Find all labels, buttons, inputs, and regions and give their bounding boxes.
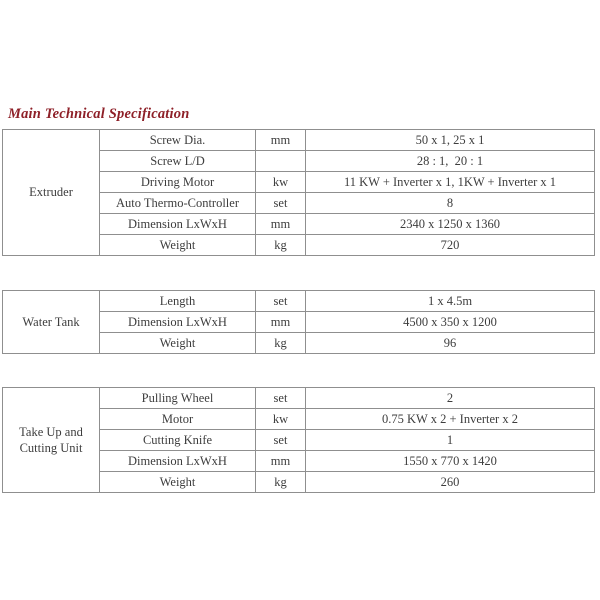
value-cell: 11 KW + Inverter x 1, 1KW + Inverter x 1 (306, 172, 595, 193)
item-name-cell: Screw L/D (100, 151, 256, 172)
item-name-cell: Weight (100, 333, 256, 354)
unit-cell: mm (256, 214, 306, 235)
value-cell: 1550 x 770 x 1420 (306, 451, 595, 472)
table-row (3, 130, 595, 151)
value-cell: 4500 x 350 x 1200 (306, 312, 595, 333)
item-name-cell: Screw Dia. (100, 130, 256, 151)
unit-cell: kw (256, 172, 306, 193)
item-name-cell: Dimension LxWxH (100, 312, 256, 333)
table-row (3, 388, 595, 409)
unit-cell: mm (256, 312, 306, 333)
unit-cell: mm (256, 451, 306, 472)
item-name-cell: Pulling Wheel (100, 388, 256, 409)
unit-cell: kg (256, 235, 306, 256)
unit-cell: kg (256, 472, 306, 493)
page-title: Main Technical Specification (8, 106, 190, 122)
item-name-cell: Dimension LxWxH (100, 214, 256, 235)
item-name-cell: Motor (100, 409, 256, 430)
item-name-cell: Weight (100, 472, 256, 493)
unit-cell: mm (256, 130, 306, 151)
spec-table-water-tank (2, 290, 595, 354)
item-name-cell: Driving Motor (100, 172, 256, 193)
item-name-cell: Dimension LxWxH (100, 451, 256, 472)
unit-cell (256, 151, 306, 172)
unit-cell: set (256, 430, 306, 451)
item-name-cell: Weight (100, 235, 256, 256)
group-name-cell: Take Up and Cutting Unit (3, 388, 100, 493)
unit-cell: set (256, 291, 306, 312)
group-name-cell: Extruder (3, 130, 100, 256)
value-cell: 96 (306, 333, 595, 354)
item-name-cell: Length (100, 291, 256, 312)
value-cell: 2340 x 1250 x 1360 (306, 214, 595, 235)
value-cell: 720 (306, 235, 595, 256)
spec-table-extruder (2, 129, 595, 256)
unit-cell: set (256, 388, 306, 409)
table-row (3, 291, 595, 312)
spec-table-take-up-and-cutting-unit (2, 387, 595, 493)
value-cell: 0.75 KW x 2 + Inverter x 2 (306, 409, 595, 430)
unit-cell: set (256, 193, 306, 214)
value-cell: 50 x 1, 25 x 1 (306, 130, 595, 151)
value-cell: 260 (306, 472, 595, 493)
value-cell: 1 (306, 430, 595, 451)
item-name-cell: Cutting Knife (100, 430, 256, 451)
item-name-cell: Auto Thermo-Controller (100, 193, 256, 214)
value-cell: 1 x 4.5m (306, 291, 595, 312)
unit-cell: kg (256, 333, 306, 354)
value-cell: 28 : 1, 20 : 1 (306, 151, 595, 172)
group-name-cell: Water Tank (3, 291, 100, 354)
value-cell: 8 (306, 193, 595, 214)
value-cell: 2 (306, 388, 595, 409)
unit-cell: kw (256, 409, 306, 430)
